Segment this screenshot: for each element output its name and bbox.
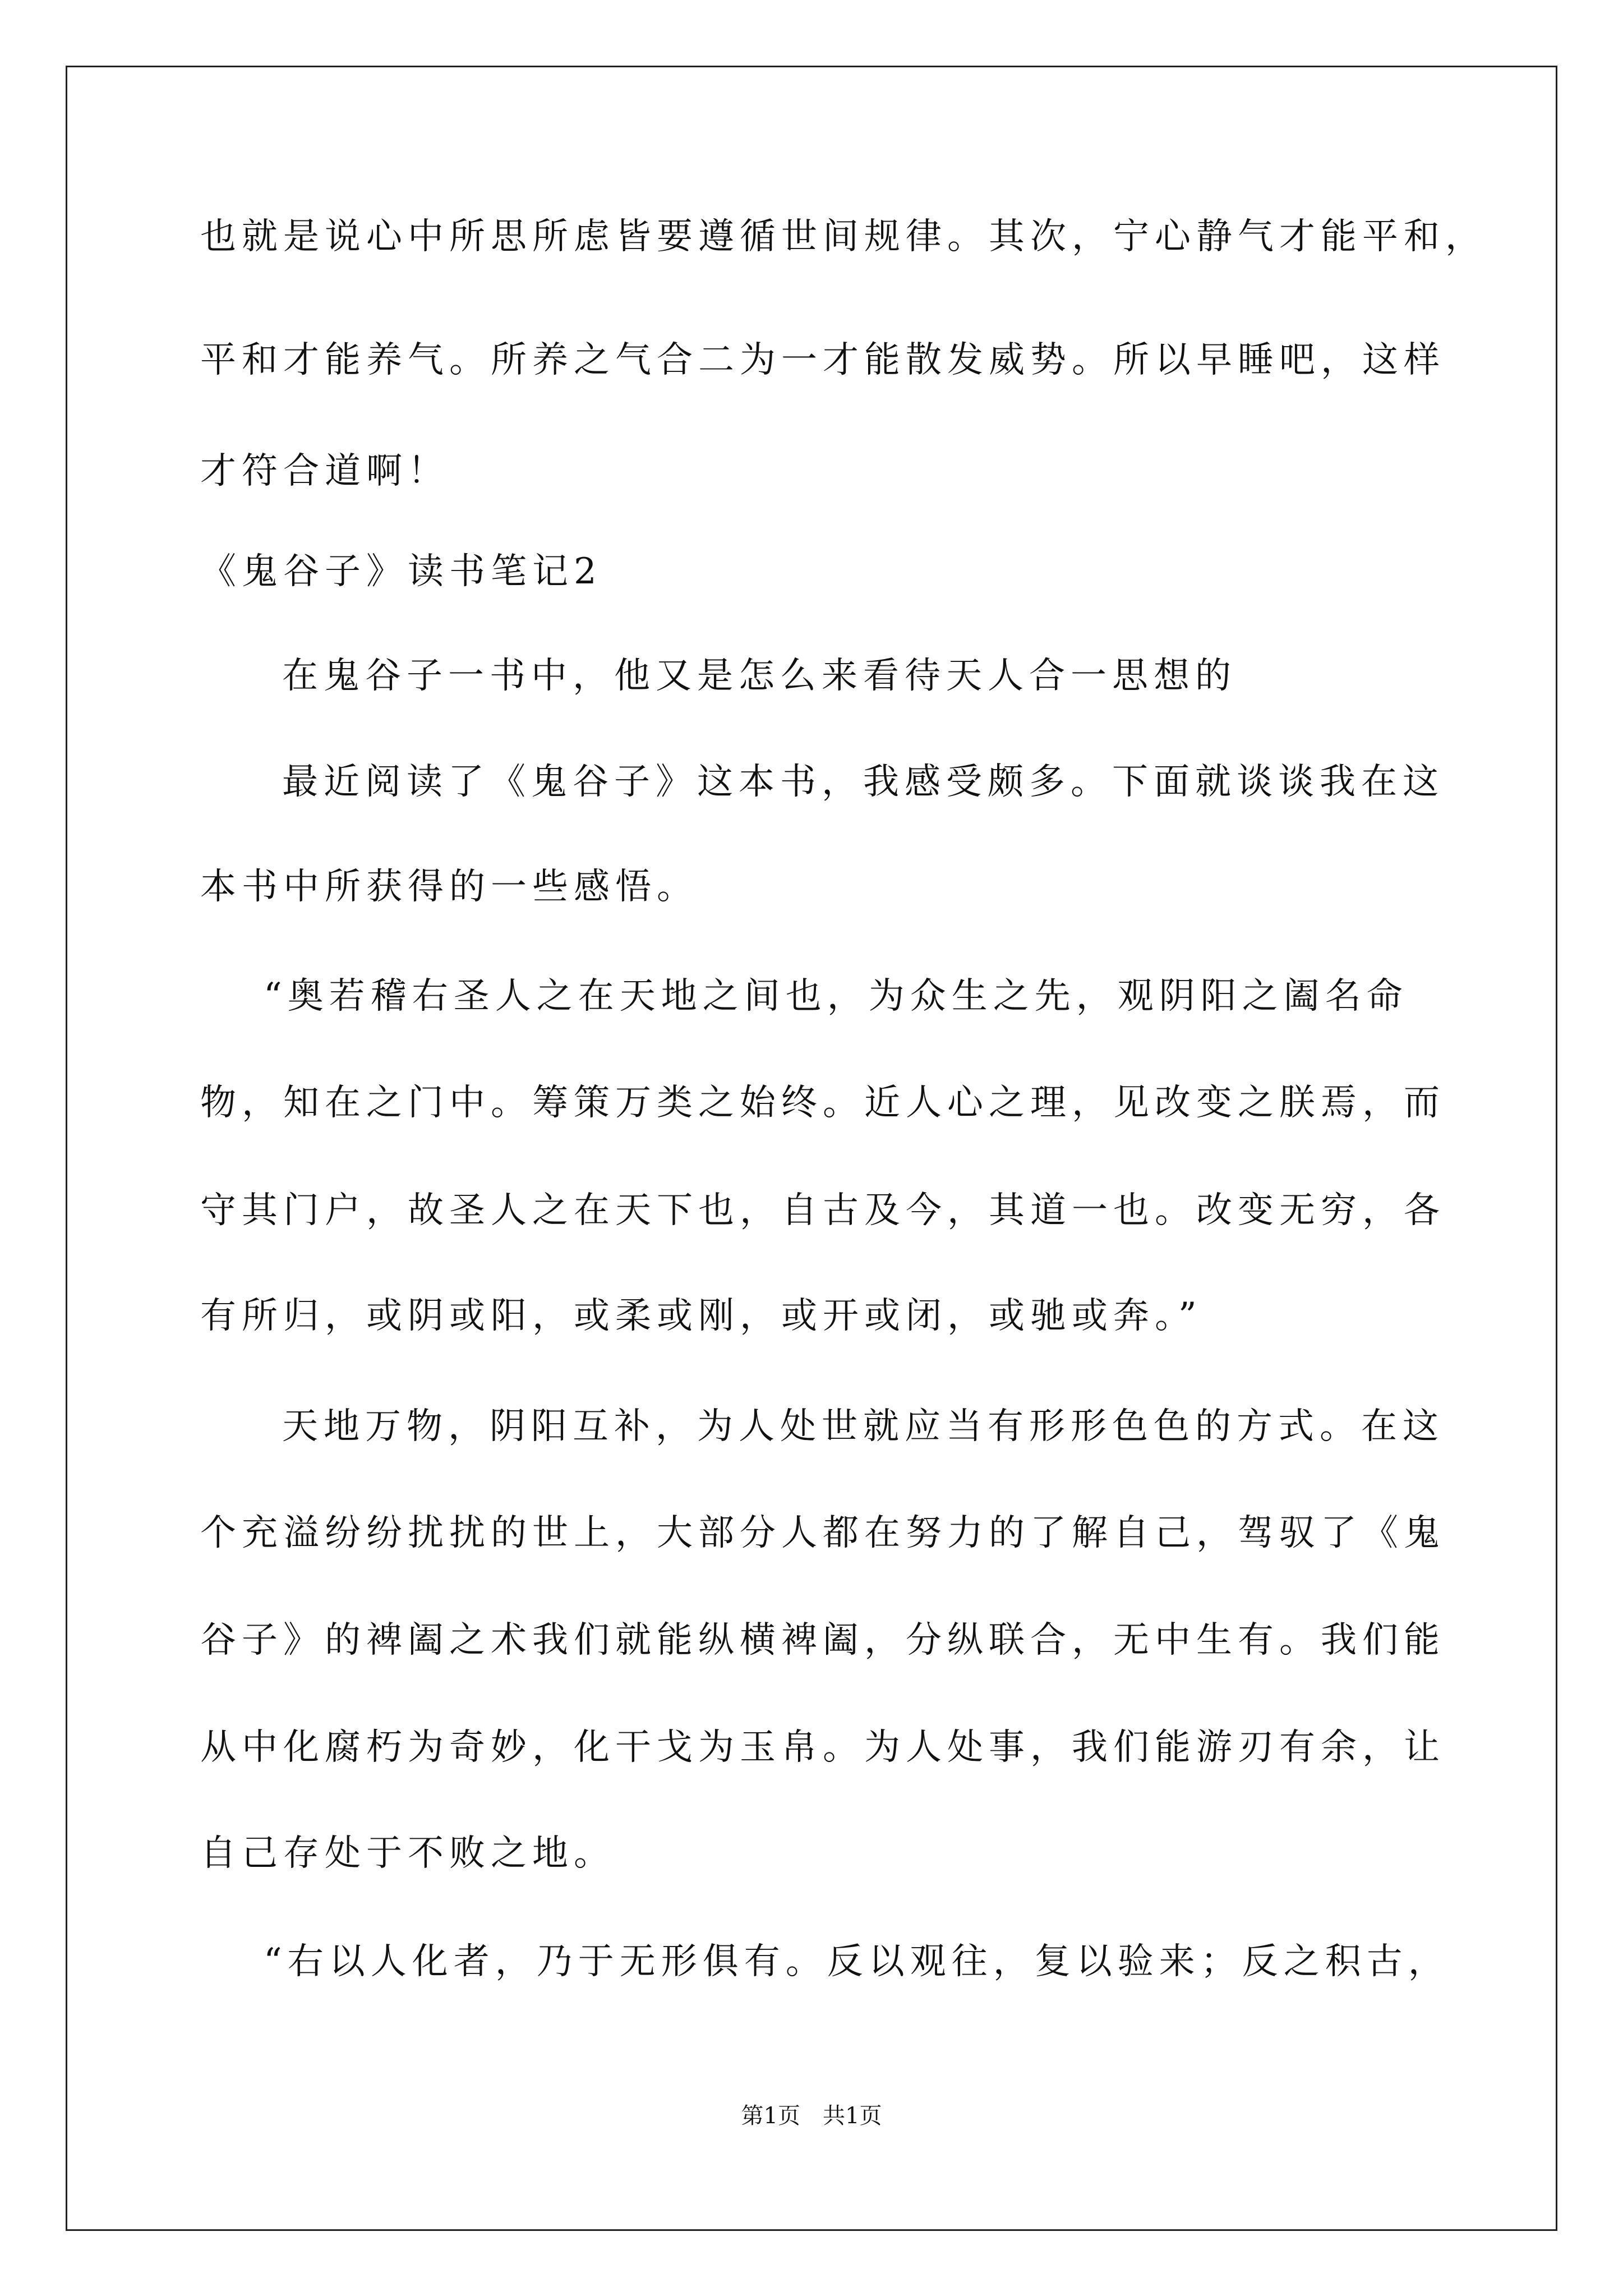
page-border (66, 66, 1557, 2231)
text-line: 物，知在之门中。筹策万类之始终。近人心之理，见改变之朕焉，而 (200, 1082, 1445, 1124)
text-line: 本书中所获得的一些感悟。 (200, 866, 698, 908)
text-line: 从中化腐朽为奇妙，化干戈为玉帛。为人处事，我们能游刃有余，让 (200, 1727, 1445, 1768)
text-line: 天地万物，阴阳互补，为人处世就应当有形形色色的方式。在这 (282, 1406, 1444, 1447)
text-line: 个充溢纷纷扰扰的世上，大部分人都在努力的了解自己，驾驭了《鬼 (200, 1512, 1445, 1554)
text-line: 守其门户，故圣人之在天下也，自古及今，其道一也。改变无穷，各 (200, 1190, 1445, 1231)
text-line: 有所归，或阴或阳，或柔或刚，或开或闭，或驰或奔。” (200, 1295, 1202, 1337)
text-line: 谷子》的裨阖之术我们就能纵横裨阖，分纵联合，无中生有。我们能 (200, 1619, 1445, 1661)
text-line: 平和才能养气。所养之气合二为一才能散发威势。所以早睡吧，这样 (200, 339, 1445, 381)
text-line: 最近阅读了《鬼谷子》这本书，我感受颇多。下面就谈谈我在这 (282, 761, 1444, 803)
text-line: “右以人化者，乃于无形俱有。反以观往，复以验来；反之积古， (264, 1941, 1450, 1982)
section-heading: 《鬼谷子》读书笔记2 (200, 551, 602, 592)
text-line: 才符合道啊！ (200, 450, 449, 492)
page-number-footer: 第1页 共1页 (741, 2103, 882, 2129)
text-line: 也就是说心中所思所虑皆要遵循世间规律。其次，宁心静气才能平和， (200, 216, 1487, 257)
text-line: “奥若稽右圣人之在天地之间也，为众生之先，观阴阳之阖名命 (264, 976, 1408, 1017)
text-line: 在鬼谷子一书中，他又是怎么来看待天人合一思想的 (282, 655, 1237, 697)
text-line: 自己存处于不败之地。 (200, 1833, 615, 1874)
